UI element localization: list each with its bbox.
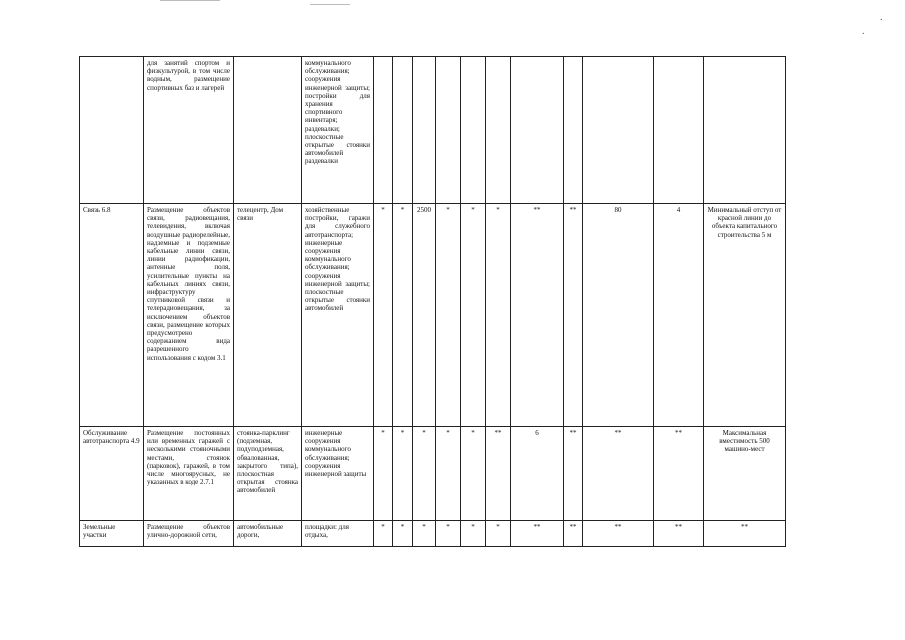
top-scan-line bbox=[160, 0, 220, 1]
table-row bbox=[80, 57, 786, 204]
param-cell: ** bbox=[583, 521, 654, 547]
param-cell bbox=[461, 57, 486, 204]
param-cell: ** bbox=[511, 204, 564, 427]
use-name-cell: Связь 6.8 bbox=[80, 204, 144, 427]
param-cell bbox=[374, 57, 393, 204]
auxiliary-objects-cell: хозяйственные постройки, гаражи для служебного автотранспорта; инженерные сооружения коммунального обслуживания; сооружения инженерной защиты; плоскостные открытые стоянки автомобилей bbox=[302, 204, 374, 427]
stray-mark-1: . bbox=[880, 12, 883, 23]
main-objects-cell: телецентр, Дом связи bbox=[234, 204, 302, 427]
param-cell: * bbox=[486, 204, 511, 427]
auxiliary-objects-cell: инженерные сооружения коммунального обслуживания; сооружения инженерной защиты bbox=[302, 427, 374, 521]
param-cell: ** bbox=[564, 427, 583, 521]
param-cell: 80 bbox=[583, 204, 654, 427]
param-cell: ** bbox=[654, 521, 704, 547]
param-cell: * bbox=[413, 521, 436, 547]
note-cell: ** bbox=[704, 521, 786, 547]
param-cell: ** bbox=[564, 204, 583, 427]
param-cell: ** bbox=[486, 427, 511, 521]
param-cell bbox=[654, 57, 704, 204]
param-cell: ** bbox=[564, 521, 583, 547]
param-cell: ** bbox=[654, 427, 704, 521]
param-cell: * bbox=[461, 427, 486, 521]
param-cell: 4 bbox=[654, 204, 704, 427]
use-description-cell: для занятий спортом и физкультурой, в том числе водным, размещение спортивных баз и лагерей bbox=[144, 57, 234, 204]
zoning-regulations-table bbox=[79, 56, 786, 547]
param-cell: ** bbox=[511, 521, 564, 547]
param-cell: ** bbox=[583, 427, 654, 521]
table-row bbox=[80, 204, 786, 427]
main-objects-cell: стоянка-парклинг (подземная, подуподземная, обвалованная, закрытого типа), плоскостная открытая стоянка автомобилей bbox=[234, 427, 302, 521]
param-cell: 6 bbox=[511, 427, 564, 521]
table-row bbox=[80, 521, 786, 547]
stray-mark-2: . bbox=[862, 26, 865, 37]
param-cell: * bbox=[436, 427, 461, 521]
main-objects-cell bbox=[234, 57, 302, 204]
note-cell: Минимальный отступ от красной линии до объекта капитального строительства 5 м bbox=[704, 204, 786, 427]
param-cell: * bbox=[374, 427, 393, 521]
param-cell: * bbox=[461, 521, 486, 547]
use-description-cell: Размещение постоянных или временных гаражей с несколькими стояночными местами, стоянок (парковок), гаражей, в том числе многоярусных, не указанных в коде 2.7.1 bbox=[144, 427, 234, 521]
table-row bbox=[80, 427, 786, 521]
param-cell bbox=[583, 57, 654, 204]
param-cell: * bbox=[413, 427, 436, 521]
param-cell bbox=[511, 57, 564, 204]
main-objects-cell: автомобильные дороги, bbox=[234, 521, 302, 547]
use-name-cell: Земельные участки bbox=[80, 521, 144, 547]
param-cell bbox=[436, 57, 461, 204]
param-cell: * bbox=[374, 521, 393, 547]
param-cell bbox=[393, 57, 413, 204]
note-cell bbox=[704, 57, 786, 204]
param-cell: * bbox=[393, 427, 413, 521]
param-cell bbox=[413, 57, 436, 204]
param-cell: 2500 bbox=[413, 204, 436, 427]
param-cell: * bbox=[393, 521, 413, 547]
param-cell bbox=[564, 57, 583, 204]
use-name-cell bbox=[80, 57, 144, 204]
param-cell: * bbox=[486, 521, 511, 547]
auxiliary-objects-cell: коммунального обслуживания; сооружения инженерной защиты; постройки для хранения спортивного инвентаря; раздевалки; плоскостные открытые стоянки автомобилей раздевалки bbox=[302, 57, 374, 204]
param-cell: * bbox=[436, 521, 461, 547]
use-name-cell: Обслуживание автотранспорта 4.9 bbox=[80, 427, 144, 521]
param-cell: * bbox=[436, 204, 461, 427]
top-scan-line-2 bbox=[310, 4, 350, 5]
param-cell: * bbox=[461, 204, 486, 427]
param-cell: * bbox=[393, 204, 413, 427]
param-cell: * bbox=[374, 204, 393, 427]
auxiliary-objects-cell: площадки: для отдыха, bbox=[302, 521, 374, 547]
use-description-cell: Размещение объектов связи, радиовещания, телевидения, включая воздушные радиорелейные, надземные и подземные кабельные линии связи, линии радиофикации, антенные поля, усилительные пункты на кабельных линиях связи, инфраструктуру спутниковой связи и телерадиовещания, за исключением объектов связи, размещение которых предусмотрено содержанием вида разрешенного использования с кодом 3.1 bbox=[144, 204, 234, 427]
param-cell bbox=[486, 57, 511, 204]
note-cell: Максимальная вместимость 500 машино-мест bbox=[704, 427, 786, 521]
use-description-cell: Размещение объектов улично-дорожной сети, bbox=[144, 521, 234, 547]
